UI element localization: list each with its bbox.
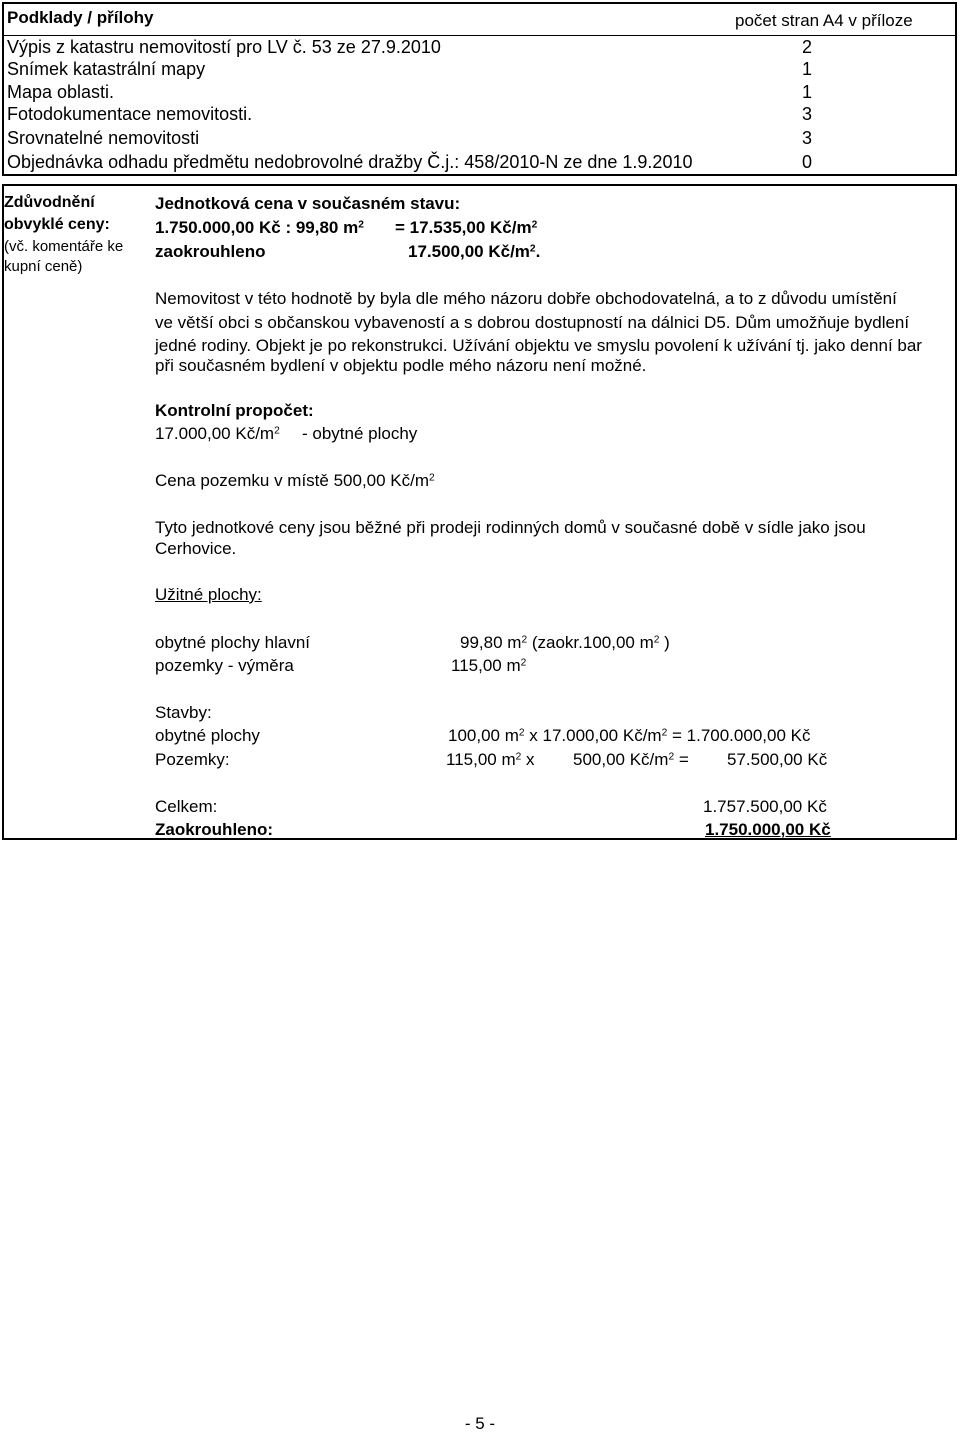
control-calculation-heading: Kontrolní propočet: [155, 401, 314, 420]
side-note-line: kupní ceně) [4, 258, 83, 275]
attachment-label: Výpis z katastru nemovitostí pro LV č. 53 ze 27.9.2010 [7, 37, 441, 57]
attachment-label: Objednávka odhadu předmětu nedobrovolné dražby Č.j.: 458/2010-N ze dne 1.9.2010 [7, 152, 693, 172]
attachment-label: Fotodokumentace nemovitosti. [7, 104, 253, 124]
attachment-label: Mapa oblasti. [7, 82, 115, 102]
attachment-pages: 3 [802, 128, 813, 148]
rounded-label: zaokrouhleno [155, 242, 266, 261]
useful-areas-heading: Užitné plochy: [155, 585, 262, 604]
rounded-total-value: 1.750.000,00 Kč [705, 820, 831, 839]
attachments-title: Podklady / přílohy [7, 8, 154, 27]
paragraph-line: Nemovitost v této hodnotě by byla dle mého názoru dobře obchodovatelná, a to z důvodu umístění [155, 289, 897, 308]
unit-price-heading: Jednotková cena v současném stavu: [155, 194, 461, 213]
building-calc: 100,00 $m^2$ x 17.000,00 $Kč/m^2 = 1.700.000,00$ Kč [448, 726, 811, 745]
land-calc-result: 57.500,00 Kč [727, 750, 828, 769]
land-calc-area: 115,00 $m^2$ x [446, 750, 535, 769]
attachment-label: Snímek katastrální mapy [7, 59, 206, 79]
attachment-pages: 3 [802, 104, 813, 124]
attachment-pages: 2 [802, 37, 813, 57]
typical-price-line: Tyto jednotkové ceny jsou běžné při prodeji rodinných domů v současné době v sídle jako jsou [155, 518, 866, 537]
header-divider [4, 35, 955, 36]
paragraph-line: při současném bydlení v objektu podle mého názoru není možné. [155, 356, 647, 375]
rounded-total-label: Zaokrouhleno: [155, 820, 274, 839]
paragraph-line: jedné rodiny. Objekt je po rekonstrukci. Užívání objektu ve smyslu povolení k užívání tj. jako denní bar [155, 336, 922, 355]
living-area-label: obytné plochy hlavní [155, 633, 310, 652]
side-label-usual-price: obvyklé ceny: [4, 216, 110, 233]
living-area-value: 99,80 $m^2$ (zaokr.100,00 $m^2$ ) [460, 633, 670, 652]
paragraph-line: ve větší obci s občanskou vybaveností a s dobrou dostupností na dálnici D5. Dům umožňuje bydlení [155, 313, 910, 332]
unit-price-calculation: 1.750.000,00 Kč : 99,80 $m^2$ [155, 218, 364, 237]
side-note-line: (vč. komentáře ke [4, 238, 124, 255]
attachment-pages: 0 [802, 152, 813, 172]
land-calc-price: 500,00 $Kč/m^2$ = [573, 750, 689, 769]
side-label-justification: Zdůvodnění [4, 194, 95, 211]
buildings-heading: Stavby: [155, 703, 212, 722]
land-area-label: pozemky - výměra [155, 656, 294, 675]
total-value: 1.757.500,00 Kč [703, 797, 827, 816]
attachment-pages: 1 [802, 82, 813, 102]
total-label: Celkem: [155, 797, 218, 816]
lands-heading: Pozemky: [155, 750, 230, 769]
land-area-value: 115,00 $m^2$ [451, 656, 527, 675]
attachments-table [2, 2, 957, 176]
typical-price-line: Cerhovice. [155, 539, 237, 558]
attachment-pages: 1 [802, 59, 813, 79]
attachment-label: Srovnatelné nemovitosti [7, 128, 200, 148]
control-description: - obytné plochy [302, 424, 418, 443]
page-number: - 5 - [464, 1414, 496, 1433]
land-price-line: Cena pozemku v místě 500,00 $Kč/m^2$ [155, 471, 435, 490]
building-calc-label: obytné plochy [155, 726, 260, 745]
unit-price-result: = 17.535,00 $Kč/m^2$ [395, 218, 538, 237]
control-unit-price: 17.000,00 $Kč/m^2$ [155, 424, 280, 443]
rounded-unit-price: 17.500,00 $Kč/m^2$. [408, 242, 541, 261]
pages-column-header: počet stran A4 v příloze [735, 11, 913, 30]
